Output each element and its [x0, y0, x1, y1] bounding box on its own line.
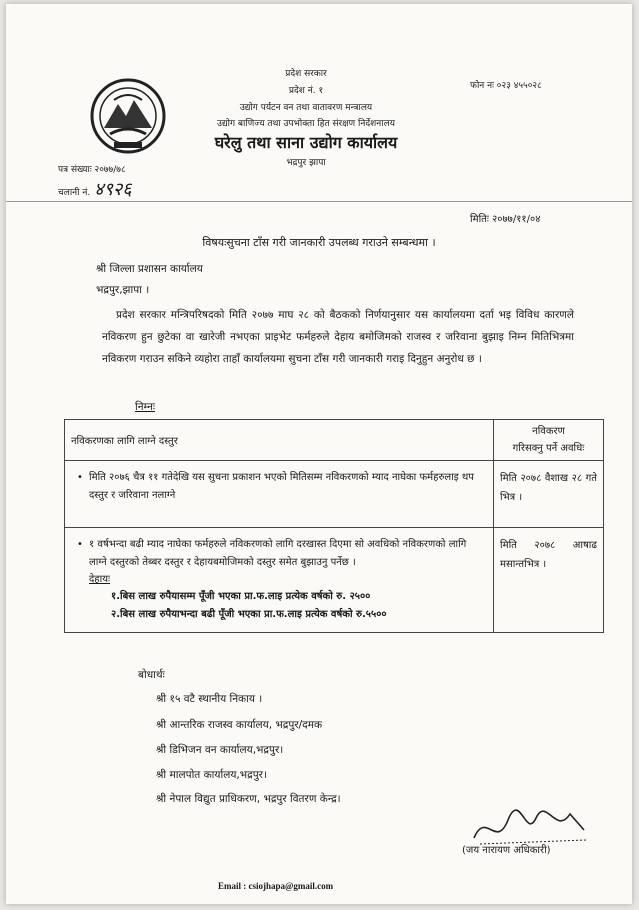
office-email: Email : csiojhapa@gmail.com [218, 881, 334, 891]
header-place: भद्रपुर झापा [286, 158, 326, 168]
cc-label: बोधार्थः [138, 669, 165, 681]
table-header-fee: नविकरणका लागि लाग्ने दस्तुर [65, 420, 494, 461]
letter-page [6, 4, 632, 904]
cc-item: श्री नेपाल विद्युत प्राधिकरण, भद्रपुर वितरण केन्द्र। [156, 793, 341, 805]
bullet-icon: • [77, 472, 83, 483]
addressee-name: श्री जिल्ला प्रशासन कार्यालय [96, 263, 203, 275]
body-paragraph: प्रदेश सरकार मन्त्रिपरिषदको मिति २०७७ माघ २८ को बैठकको निर्णयानुसार यस कार्यालयमा दर्ता भइ विविध कारणले नविकरण हुन छुटेका वा खारेजी नभएका प्राइभेट फर्महरुले देहाय बमोजिमको राजस्व र जरिवाना बुझाइ निम्न मितिभित्रमा नविकरण गराउन सकिने व्यहोरा ताहाँ कार्यालयमा सुचना टाँस गरी जानकारी गराइ दिनुहुन अनुरोध छ । [102, 309, 574, 365]
table-row-2-deadline: मिति २०७८ आषाढ मसान्तभित्र । [494, 528, 604, 633]
table-row-1-fee: • मिति २०७६ चैत्र ११ गतेदेखि यस सुचना प्रकाशन भएको मितिसम्म नविकरणको म्याद नाघेका फर्महरुलाइ थप दस्तुर र जरिवाना नलाग्ने [65, 461, 494, 528]
header-line-1: प्रदेश सरकार [285, 69, 327, 79]
cc-item: श्री मालपोत कार्यालय,भद्रपुर। [156, 769, 267, 781]
header-line-2: प्रदेश नं. १ [288, 86, 324, 96]
dispatch-label: चलानी नं. [58, 188, 91, 198]
table-row-1-deadline: मिति २०७८ वैशाख २८ गते भित्र । [494, 461, 604, 528]
table-row [65, 528, 604, 633]
table-row [65, 461, 604, 528]
phone-number: फोन नः ०२३ ४५५०२८ [470, 81, 542, 91]
list-heading: निम्नः [135, 401, 156, 413]
cc-item: श्री १५ वटै स्थानीय निकाय । [156, 693, 263, 705]
addressee-place: भद्रपुर,झापा । [96, 284, 150, 296]
header-ministry: उद्योग पर्यटन वन तथा वातावरण मन्त्रालय [239, 103, 373, 113]
table-header-deadline: नविकरण गरिसक्नु पर्ने अवधिः [494, 420, 604, 461]
header-divider [6, 201, 632, 202]
cc-item: श्री आन्तरिक राजस्व कार्यालय, भद्रपुर/दमक [156, 719, 323, 731]
subject-line: विषयःसुचना टाँस गरी जानकारी उपलब्ध गराउने सम्बन्धमा । [202, 236, 436, 249]
table-header-row [65, 420, 604, 461]
letter-date: मितिः २०७७/११/०४ [470, 214, 541, 225]
dispatch-number-line [58, 177, 132, 201]
reference-number: पत्र संख्याः २०७७/७८ [58, 165, 126, 175]
bullet-icon: • [77, 539, 83, 550]
header-directorate: उद्योग बाणिज्य तथा उपभोक्ता हित संरक्षण निर्देशनालय [217, 119, 395, 129]
dispatch-number: ४९२६ [94, 179, 132, 200]
cc-item: श्री डिभिजन वन कार्यालय,भद्रपुर। [156, 744, 284, 756]
signatory-name: (जय नारायण अधिकारी) [462, 845, 551, 856]
renewal-fee-table [64, 419, 604, 633]
table-row-2-fee: • १ वर्षभन्दा बढी म्याद नाघेका फर्महरुले नविकरणको लागि दरखास्त दिएमा सो अवधिको नविकरणको लागि लाग्ने दस्तुरको तेब्बर दस्तुर र देहायबमोजिमको दस्तुर समेत बुझाउनु पर्नेछ । देहायः १.बिस लाख रुपैयासम्म पूँजी भएका प्रा.फ.लाइ प्रत्येक वर्षको रु. २५०० २.बिस लाख रुपैयाभन्दा बढी पूँजी भएका प्रा.फ.लाइ प्रत्येक वर्षको रु.५५०० [65, 528, 494, 633]
header-office-name: घरेलु तथा साना उद्योग कार्यालय [214, 133, 398, 152]
